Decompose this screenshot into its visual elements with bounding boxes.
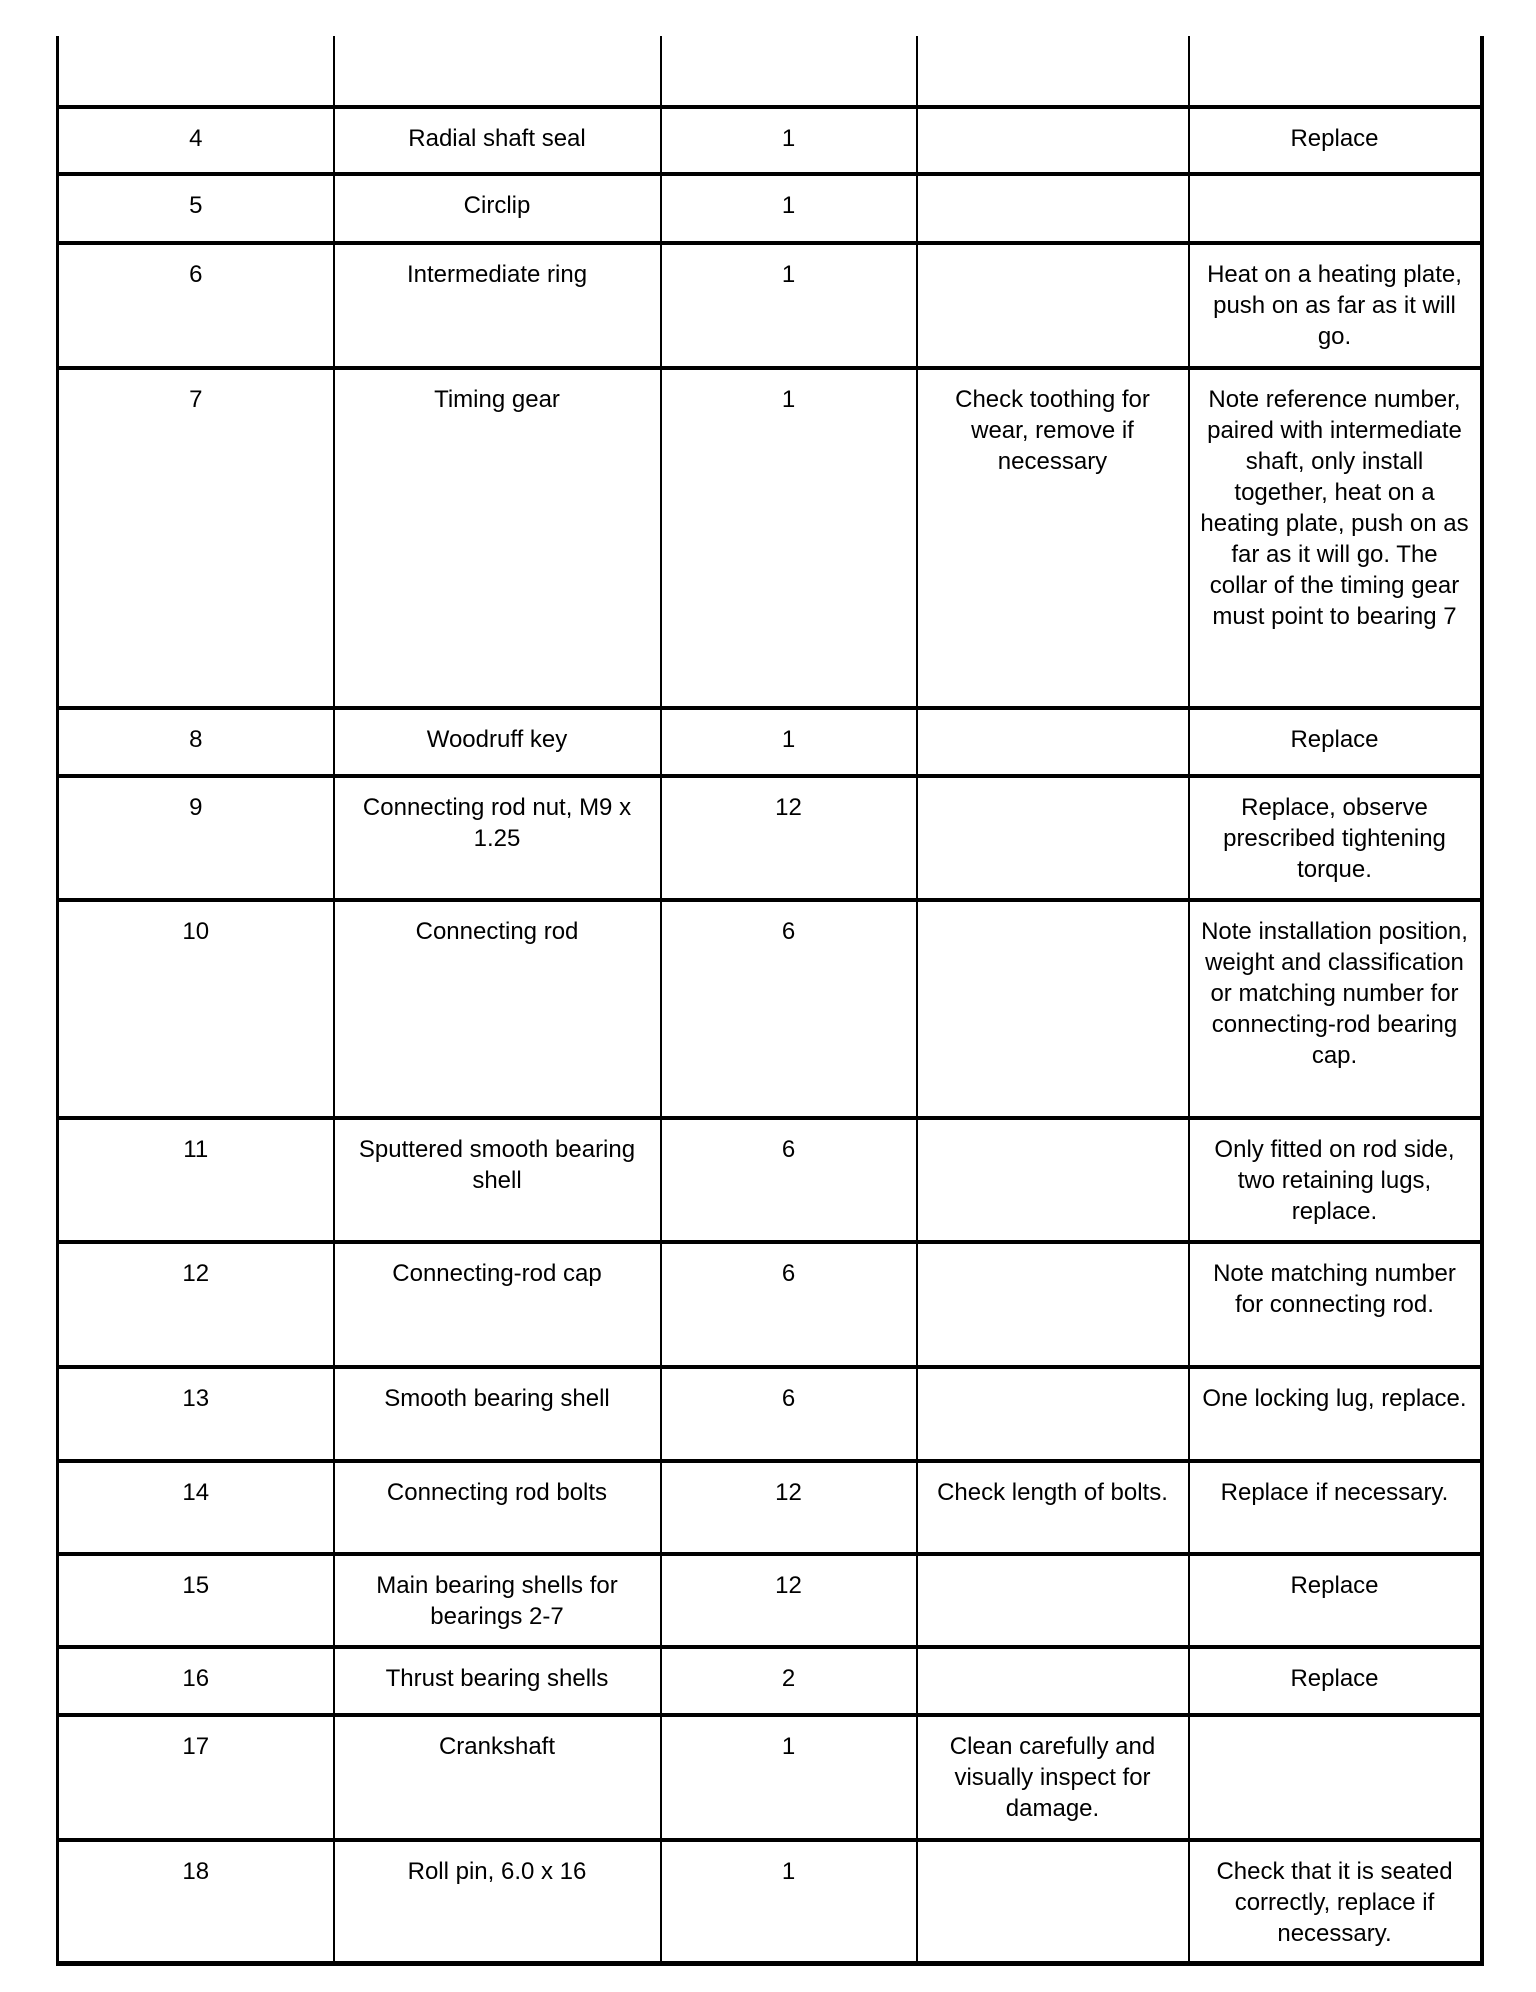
quantity-cell: 12 [661, 1461, 917, 1554]
check-cell [917, 1554, 1189, 1647]
note-cell: Heat on a heating plate, push on as far as it will go. [1189, 243, 1482, 368]
quantity-cell: 1 [661, 368, 917, 708]
table-row [58, 1242, 1482, 1367]
check-cell [917, 900, 1189, 1118]
check-cell: Check length of bolts. [917, 1461, 1189, 1554]
quantity-cell: 6 [661, 1118, 917, 1242]
note-cell: One locking lug, replace. [1189, 1367, 1482, 1461]
part-name-cell: Thrust bearing shells [334, 1647, 661, 1715]
quantity-cell: 12 [661, 776, 917, 900]
note-cell: Note matching number for connecting rod. [1189, 1242, 1482, 1367]
note-cell: Only fitted on rod side, two retaining lugs, replace. [1189, 1118, 1482, 1242]
part-name-cell: Smooth bearing shell [334, 1367, 661, 1461]
check-cell [917, 1840, 1189, 1963]
item-number-cell: 12 [58, 1242, 334, 1367]
note-cell: Replace if necessary. [1189, 1461, 1482, 1554]
quantity-cell [661, 36, 917, 107]
quantity-cell: 1 [661, 107, 917, 174]
table-row [58, 1367, 1482, 1461]
item-number-cell: 8 [58, 708, 334, 776]
check-cell [917, 174, 1189, 243]
quantity-cell: 6 [661, 900, 917, 1118]
check-cell: Clean carefully and visually inspect for damage. [917, 1715, 1189, 1840]
item-number-cell: 15 [58, 1554, 334, 1647]
table-row [58, 776, 1482, 900]
part-name-cell: Connecting rod nut, M9 x 1.25 [334, 776, 661, 900]
table-row [58, 900, 1482, 1118]
table-row [58, 1715, 1482, 1840]
quantity-cell: 1 [661, 174, 917, 243]
note-cell: Replace, observe prescribed tightening torque. [1189, 776, 1482, 900]
part-name-cell: Radial shaft seal [334, 107, 661, 174]
item-number-cell: 5 [58, 174, 334, 243]
note-cell: Note installation position, weight and classification or matching number for connecting-rod bearing cap. [1189, 900, 1482, 1118]
item-number-cell: 9 [58, 776, 334, 900]
item-number-cell: 14 [58, 1461, 334, 1554]
note-cell: Replace [1189, 1647, 1482, 1715]
parts-table [56, 36, 1484, 1966]
part-name-cell: Circlip [334, 174, 661, 243]
table-row [58, 1118, 1482, 1242]
item-number-cell: 17 [58, 1715, 334, 1840]
check-cell [917, 107, 1189, 174]
check-cell [917, 1118, 1189, 1242]
quantity-cell: 1 [661, 1715, 917, 1840]
part-name-cell: Intermediate ring [334, 243, 661, 368]
part-name-cell: Sputtered smooth bearing shell [334, 1118, 661, 1242]
check-cell [917, 1367, 1189, 1461]
table-row [58, 36, 1482, 107]
note-cell: Check that it is seated correctly, replace if necessary. [1189, 1840, 1482, 1963]
check-cell [917, 1242, 1189, 1367]
item-number-cell: 18 [58, 1840, 334, 1963]
note-cell [1189, 1715, 1482, 1840]
note-cell [1189, 174, 1482, 243]
check-cell [917, 1647, 1189, 1715]
note-cell: Replace [1189, 107, 1482, 174]
table-row [58, 1461, 1482, 1554]
note-cell: Note reference number, paired with intermediate shaft, only install together, heat on a heating plate, push on as far as it will go. The collar of the timing gear must point to bearing 7 [1189, 368, 1482, 708]
part-name-cell: Crankshaft [334, 1715, 661, 1840]
quantity-cell: 6 [661, 1242, 917, 1367]
quantity-cell: 2 [661, 1647, 917, 1715]
part-name-cell: Roll pin, 6.0 x 16 [334, 1840, 661, 1963]
quantity-cell: 1 [661, 243, 917, 368]
table-row [58, 1554, 1482, 1647]
quantity-cell: 6 [661, 1367, 917, 1461]
item-number-cell: 10 [58, 900, 334, 1118]
note-cell [1189, 36, 1482, 107]
item-number-cell: 4 [58, 107, 334, 174]
table-row [58, 1647, 1482, 1715]
table-row [58, 708, 1482, 776]
part-name-cell: Timing gear [334, 368, 661, 708]
quantity-cell: 1 [661, 708, 917, 776]
part-name-cell: Connecting rod bolts [334, 1461, 661, 1554]
note-cell: Replace [1189, 708, 1482, 776]
item-number-cell: 13 [58, 1367, 334, 1461]
item-number-cell: 16 [58, 1647, 334, 1715]
check-cell: Check toothing for wear, remove if necessary [917, 368, 1189, 708]
item-number-cell: 11 [58, 1118, 334, 1242]
part-name-cell: Connecting-rod cap [334, 1242, 661, 1367]
part-name-cell [334, 36, 661, 107]
check-cell [917, 243, 1189, 368]
item-number-cell: 7 [58, 368, 334, 708]
table-row [58, 368, 1482, 708]
item-number-cell [58, 36, 334, 107]
item-number-cell: 6 [58, 243, 334, 368]
part-name-cell: Main bearing shells for bearings 2-7 [334, 1554, 661, 1647]
table-row [58, 1840, 1482, 1963]
check-cell [917, 36, 1189, 107]
table-row [58, 174, 1482, 243]
table-row [58, 107, 1482, 174]
quantity-cell: 1 [661, 1840, 917, 1963]
note-cell: Replace [1189, 1554, 1482, 1647]
part-name-cell: Woodruff key [334, 708, 661, 776]
table-row [58, 243, 1482, 368]
check-cell [917, 708, 1189, 776]
check-cell [917, 776, 1189, 900]
part-name-cell: Connecting rod [334, 900, 661, 1118]
quantity-cell: 12 [661, 1554, 917, 1647]
